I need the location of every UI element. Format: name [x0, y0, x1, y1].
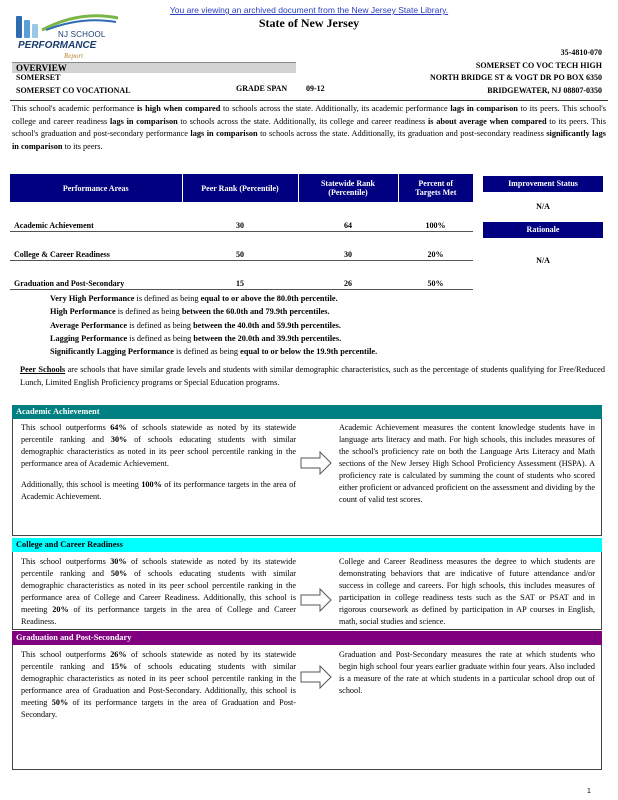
performance-definitions — [50, 292, 590, 358]
summary-text: to its peers. This school's college and career readiness — [12, 104, 606, 126]
summary-text: This school's academic performance — [12, 104, 137, 113]
row-area: Graduation and Post-Secondary — [10, 260, 182, 289]
table-header-row — [10, 174, 473, 202]
summary-text: to its peers. This school's graduation and post-secondary performance — [12, 116, 606, 139]
row-statewide-rank: 64 — [298, 202, 398, 231]
district-name: SOMERSET CO VOCATIONAL — [16, 86, 131, 95]
arrow-right-icon — [300, 451, 332, 475]
summary-text: to schools across the state. Additionally, its college and career readiness — [177, 116, 428, 126]
performance-summary — [10, 100, 608, 153]
row-statewide-rank: 30 — [298, 231, 398, 260]
academic-achievement-box — [12, 419, 602, 536]
graduation-post-secondary-box — [12, 645, 602, 770]
table-row — [10, 202, 473, 231]
peer-schools-term: Peer Schools — [20, 365, 66, 374]
page-number: 1 — [587, 788, 591, 795]
summary-text: to its peers. — [62, 141, 103, 151]
definition-item: Average Performance is defined as being between the 40.0th and 59.9th percentiles. — [50, 320, 341, 330]
logo-line-2: PERFORMANCE — [18, 40, 97, 51]
college-career-readiness-summary: This school outperforms 30% of schools statewide as noted by its statewide percentile ranking and 50% of schools educating students with similar demographic characteristics as noted in its peer school percentile ranking in the performance area of College and Career Readiness. Additionally, this school is meeting 20% of its performance targets in the area of College and Career Readiness. — [21, 557, 297, 626]
row-peer-rank: 30 — [182, 202, 298, 231]
overview-section-label: OVERVIEW — [12, 62, 296, 73]
header-targets-met: Percent of Targets Met — [398, 174, 473, 202]
summary-emphasis: significantly lags in comparison — [12, 129, 606, 151]
rationale-label: Rationale — [483, 222, 603, 238]
college-career-readiness-description: College and Career Readiness measures the degree to which students are demonstrating behaviors that are indicative of future attendance and/or success in college and careers. For high schools, this includes measures of participation in college readiness tests such as the SAT or PSAT and in rigorous coursework as defined by participation in AP courses in English, math, social studies and science. — [339, 557, 595, 626]
performance-table — [10, 174, 473, 290]
academic-achievement-description: Academic Achievement measures the content knowledge students have in language arts literacy and math. For high schools, this includes measures of the school's proficiency rate on both the Language Arts Literacy and Math sections of the New Jersey High School Proficiency Assessment (HSPA). A proficiency rate is calculated by summing the count of students who scored either proficient or advanced proficient on the assessment and dividing by the count of valid test scores. — [339, 423, 595, 504]
summary-emphasis: lags in comparison — [450, 104, 518, 113]
peer-schools-text: are schools that have similar grade levels and students with similar demographic characteristics, such as the percentage of students qualifying for Free/Reduced Lunch, Limited English Proficiency programs or Special Education programs. — [20, 365, 605, 387]
summary-emphasis: is high when compared — [136, 104, 221, 113]
academic-achievement-summary: This school outperforms 64% of schools statewide as noted by its statewide percentile ranking and 30% of schools educating students with similar demographic characteristics as noted in its peer school percentile ranking in the performance area of Academic Achievement. Additionally, this school is meeting 100% of its performance targets in the area of Academic Achievement. — [21, 423, 297, 501]
graduation-post-secondary-description: Graduation and Post-Secondary measures the rate at which students who begin high school four years earlier graduate within four years. Also included is a measure of the rate at which students in a particular school drop out of school. — [339, 650, 595, 695]
row-targets-met: 100% — [398, 202, 473, 231]
school-address-line-1: NORTH BRIDGE ST & VOGT DR PO BOX 6350 — [429, 73, 602, 82]
county-name: SOMERSET — [16, 73, 61, 82]
improvement-status-panel — [483, 176, 603, 211]
definition-item: Significantly Lagging Performance is defined as being equal to or below the 19.9th percentile. — [50, 347, 378, 357]
definition-item: High Performance is defined as being between the 60.0th and 79.9th percentiles. — [50, 307, 330, 317]
summary-emphasis: lags in comparison — [190, 129, 258, 139]
improvement-status-label: Improvement Status — [483, 176, 603, 192]
row-peer-rank: 50 — [182, 231, 298, 260]
school-id: 35-4810-070 — [560, 48, 602, 57]
peer-schools-definition — [20, 364, 605, 389]
row-area: Academic Achievement — [10, 202, 182, 231]
header-peer-rank: Peer Rank (Percentile) — [182, 174, 298, 202]
grade-span-value: 09-12 — [306, 84, 325, 93]
row-area: College & Career Readiness — [10, 231, 182, 260]
college-career-readiness-header: College and Career Readiness — [12, 538, 602, 552]
graduation-post-secondary-header: Graduation and Post-Secondary — [12, 631, 602, 645]
academic-achievement-header: Academic Achievement — [12, 405, 602, 419]
improvement-status-value: N/A — [536, 202, 550, 211]
row-peer-rank: 15 — [182, 260, 298, 289]
arrow-right-icon — [300, 588, 332, 612]
arrow-right-icon — [300, 665, 332, 689]
summary-emphasis: lags in comparison — [110, 116, 178, 126]
summary-emphasis: is about average when compared — [427, 116, 547, 126]
nj-school-performance-logo — [12, 10, 122, 62]
college-career-readiness-box — [12, 552, 602, 630]
school-name: SOMERSET CO VOC TECH HIGH — [475, 61, 602, 70]
summary-text: to schools across the state. Additionally, its graduation and post-secondary readiness — [257, 129, 547, 139]
row-targets-met: 20% — [398, 231, 473, 260]
graduation-post-secondary-summary: This school outperforms 26% of schools statewide as noted by its statewide percentile ranking and 15% of schools educating students with similar demographic characteristics as noted in its peer school percentile ranking in the performance area of Graduation and Post-Secondary. Additionally, this school is meeting 50% of its performance targets in the area of Graduation and Post-Secondary. — [21, 650, 297, 719]
header-statewide-rank: Statewide Rank (Percentile) — [298, 174, 398, 202]
definition-item: Very High Performance is defined as being equal to or above the 80.0th percentile. — [50, 294, 338, 303]
row-targets-met: 50% — [398, 260, 473, 289]
school-address-line-2: BRIDGEWATER, NJ 08807-0350 — [487, 86, 602, 95]
definition-item: Lagging Performance is defined as being between the 20.0th and 39.9th percentiles. — [50, 333, 342, 343]
table-row — [10, 260, 473, 289]
swoosh-icon — [40, 12, 120, 32]
row-statewide-rank: 26 — [298, 260, 398, 289]
summary-text: to schools across the state. Additionally, its academic performance — [220, 104, 451, 113]
header-performance-areas: Performance Areas — [10, 174, 182, 202]
archive-notice-link[interactable]: You are viewing an archived document from the New Jersey State Library. — [169, 5, 449, 15]
rationale-panel — [483, 222, 603, 265]
grade-span-label: GRADE SPAN — [236, 84, 288, 93]
state-title: State of New Jersey — [258, 16, 360, 30]
logo-line-3: Report — [64, 52, 84, 60]
table-row — [10, 231, 473, 260]
logo-line-1: NJ SCHOOL — [58, 30, 106, 39]
rationale-value: N/A — [536, 256, 550, 265]
